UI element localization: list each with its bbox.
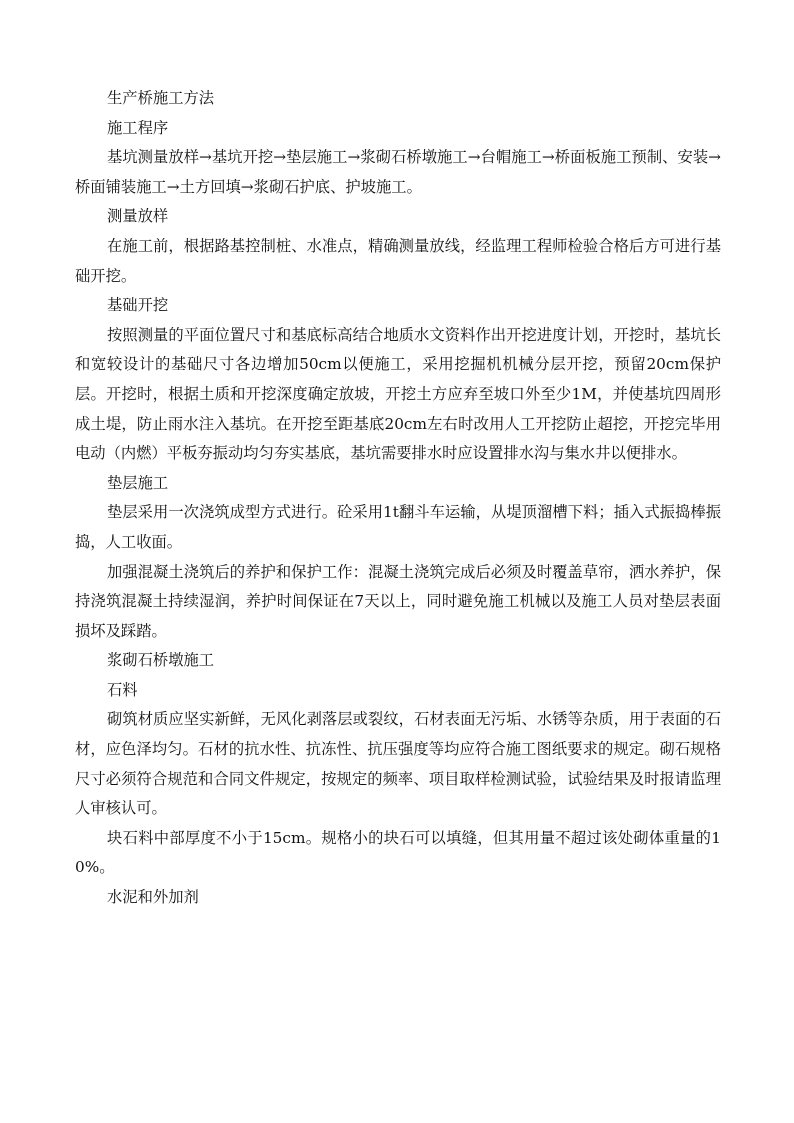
body-paragraph: 在施工前，根据路基控制桩、水准点，精确测量放线，经监理工程师检验合格后方可进行基础开挖。 — [75, 236, 721, 285]
subsection-title: 水泥和外加剂 — [107, 888, 199, 907]
body-paragraph: 砌筑材质应坚实新鲜，无风化剥落层或裂纹，石材表面无污垢、水锈等杂质，用于表面的石材，应色泽均匀。石材的抗水性、抗冻性、抗压强度等均应符合施工图纸要求的规定。砌石规格尺寸必须符合规范和合同文件规定，按规定的频率、项目取样检测试验，试验结果及时报请监理人审核认可。 — [75, 710, 721, 818]
subsection-title: 石料 — [107, 680, 138, 699]
body-paragraph: 垫层采用一次浇筑成型方式进行。砼采用1t翻斗车运输，从堤顶溜槽下料；插入式振捣棒振捣，人工收面。 — [75, 503, 721, 551]
subsection-title: 垫层施工 — [107, 473, 169, 492]
body-paragraph: 基坑测量放样→基坑开挖→垫层施工→浆砌石桥墩施工→台帽施工→桥面板施工预制、安装→桥面铺装施工→土方回填→浆砌石护底、护坡施工。 — [75, 148, 721, 196]
document-body — [75, 84, 721, 913]
body-paragraph: 按照测量的平面位置尺寸和基底标高结合地质水文资料作出开挖进度计划，开挖时，基坑长和宽较设计的基础尺寸各边增加50cm以便施工，采用挖掘机机械分层开挖，预留20cm保护层。开挖时，根据土质和开挖深度确定放坡，开挖土方应弃至坡口外至少1M，并使基坑四周形成土堤，防止雨水注入基坑。在开挖至距基底20cm左右时改用人工开挖防止超挖，开挖完毕用电动（内燃）平板夯振动均匀夯实基底，基坑需要排水时应设置排水沟与集水井以便排水。 — [75, 325, 721, 463]
section-title: 生产桥施工方法 — [107, 89, 215, 107]
subsection-title: 施工程序 — [107, 118, 169, 137]
body-paragraph: 块石料中部厚度不小于15cm。规格小的块石可以填缝，但其用量不超过该处砌体重量的10%。 — [75, 828, 721, 877]
subsection-title: 基础开挖 — [107, 296, 169, 315]
subsection-title: 浆砌石桥墩施工 — [107, 651, 215, 670]
subsection-title: 测量放样 — [107, 207, 169, 226]
body-paragraph: 加强混凝土浇筑后的养护和保护工作：混凝土浇筑完成后必须及时覆盖草帘，洒水养护，保持浇筑混凝土持续湿润，养护时间保证在7天以上，同时避免施工机械以及施工人员对垫层表面损坏及踩踏。 — [75, 562, 721, 640]
